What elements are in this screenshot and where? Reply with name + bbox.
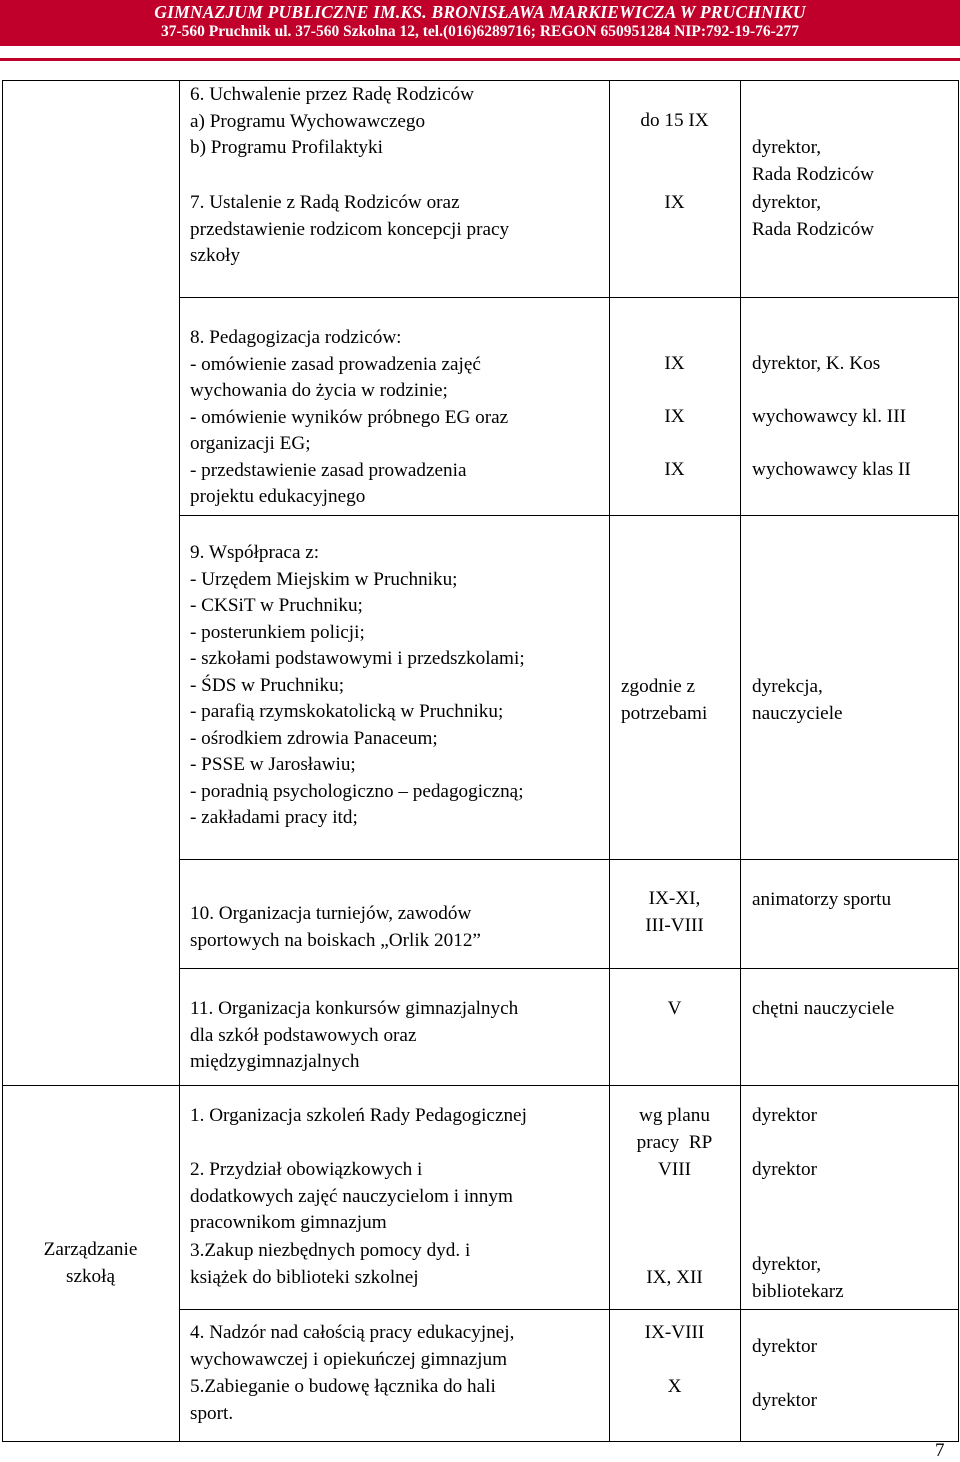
table-border-top bbox=[2, 80, 958, 81]
responsible-text: dyrektor, bbox=[752, 192, 822, 213]
task-text: 1. Organizacja szkoleń Rady Pedagogicznej bbox=[190, 1105, 527, 1126]
term-text: IX bbox=[664, 353, 685, 374]
column-divider-area bbox=[179, 1085, 180, 1442]
term-text: zgodnie z bbox=[621, 676, 696, 697]
task-text: sportowych na boiskach „Orlik 2012” bbox=[190, 929, 481, 951]
task-text: - Urzędem Miejskim w Pruchniku; bbox=[190, 568, 458, 590]
school-header bbox=[0, 0, 960, 46]
task-text: b) Programu Profilaktyki bbox=[190, 137, 383, 158]
term-text: do 15 IX bbox=[640, 110, 709, 131]
task-text: - zakładami pracy itd; bbox=[190, 807, 358, 828]
task-text: organizacji EG; bbox=[190, 433, 311, 454]
task-text: międzygimnazjalnych bbox=[190, 1051, 360, 1072]
row-separator bbox=[179, 859, 958, 860]
term-text: potrzebami bbox=[621, 702, 708, 724]
task-text: - ośrodkiem zdrowia Panaceum; bbox=[190, 727, 438, 749]
row-separator bbox=[179, 297, 958, 298]
responsible-text: dyrektor, bbox=[752, 1254, 822, 1275]
term-text: pracy RP bbox=[636, 1131, 713, 1153]
task-text: - PSSE w Jarosławiu; bbox=[190, 754, 356, 775]
term-text: VIII bbox=[657, 1159, 692, 1180]
responsible-text: chętni nauczyciele bbox=[752, 998, 895, 1019]
task-text: - omówienie wyników próbnego EG oraz bbox=[190, 406, 509, 428]
term-text: IX-VIII bbox=[644, 1322, 705, 1343]
column-divider-resp bbox=[740, 80, 741, 1085]
responsible-text: dyrektor bbox=[752, 1390, 818, 1411]
term-text: IX, XII bbox=[646, 1267, 703, 1288]
table-border-right bbox=[958, 1085, 959, 1442]
term-text: V bbox=[667, 998, 682, 1019]
responsible-text: bibliotekarz bbox=[752, 1280, 844, 1302]
task-text: - CKSiT w Pruchniku; bbox=[190, 595, 363, 616]
term-text: X bbox=[667, 1376, 682, 1397]
table-border-bottom bbox=[2, 1441, 958, 1442]
task-text: 7. Ustalenie z Radą Rodziców oraz bbox=[190, 192, 460, 213]
task-text: 4. Nadzór nad całością pracy edukacyjnej, bbox=[190, 1322, 515, 1343]
task-text: 2. Przydział obowiązkowych i bbox=[190, 1159, 423, 1180]
row-separator bbox=[179, 1309, 958, 1310]
task-text: szkoły bbox=[190, 245, 241, 266]
task-text: 11. Organizacja konkursów gimnazjalnych bbox=[190, 998, 519, 1019]
task-text: wychowania do życia w rodzinie; bbox=[190, 380, 448, 401]
column-divider-resp bbox=[740, 1085, 741, 1442]
header-rule bbox=[0, 58, 960, 61]
task-text: 10. Organizacja turniejów, zawodów bbox=[190, 903, 472, 924]
task-text: - przedstawienie zasad prowadzenia bbox=[190, 459, 467, 481]
task-text: - parafią rzymskokatolicką w Pruchniku; bbox=[190, 701, 504, 722]
task-text: 8. Pedagogizacja rodziców: bbox=[190, 327, 402, 348]
task-text: wychowawczej i opiekuńczej gimnazjum bbox=[190, 1348, 508, 1370]
term-text: IX bbox=[664, 459, 685, 480]
area-label: Zarządzanie bbox=[43, 1239, 138, 1260]
table-border-right bbox=[958, 80, 959, 1085]
term-text: wg planu bbox=[639, 1105, 710, 1126]
term-text: IX-XI, bbox=[648, 888, 701, 909]
task-text: książek do biblioteki szkolnej bbox=[190, 1266, 419, 1288]
term-text: IX bbox=[664, 406, 685, 427]
responsible-text: dyrektor, bbox=[752, 137, 822, 158]
task-text: - poradnią psychologiczno – pedagogiczną; bbox=[190, 780, 524, 802]
section-separator bbox=[2, 1085, 958, 1086]
task-text: - ŚDS w Pruchniku; bbox=[190, 674, 345, 696]
task-text: dodatkowych zajęć nauczycielom i innym bbox=[190, 1185, 513, 1207]
row-separator bbox=[179, 968, 958, 969]
header-gap bbox=[0, 46, 960, 58]
table-border-left bbox=[2, 80, 3, 1085]
responsible-text: Rada Rodziców bbox=[752, 163, 875, 185]
responsible-text: dyrektor, K. Kos bbox=[752, 353, 881, 374]
task-text: a) Programu Wychowawczego bbox=[190, 110, 426, 132]
task-text: 3.Zakup niezbędnych pomocy dyd. i bbox=[190, 1240, 471, 1261]
responsible-text: dyrekcja, bbox=[752, 676, 823, 697]
task-text: - posterunkiem policji; bbox=[190, 621, 365, 643]
task-text: - szkołami podstawowymi i przedszkolami; bbox=[190, 648, 525, 669]
column-divider-area bbox=[179, 80, 180, 1085]
area-label: szkołą bbox=[65, 1265, 116, 1287]
task-text: 9. Współpraca z: bbox=[190, 542, 320, 563]
task-text: dla szkół podstawowych oraz bbox=[190, 1024, 417, 1046]
task-text: 6. Uchwalenie przez Radę Rodziców bbox=[190, 84, 474, 105]
page-number: 7 bbox=[935, 1440, 945, 1461]
task-text: projektu edukacyjnego bbox=[190, 486, 366, 507]
term-text: IX bbox=[664, 192, 685, 213]
responsible-text: Rada Rodziców bbox=[752, 218, 875, 240]
school-contact: 37-560 Pruchnik ul. 37-560 Szkolna 12, tel.(016)6289716; REGON 650951284 NIP:792-19-76-277 bbox=[160, 23, 800, 40]
responsible-text: dyrektor bbox=[752, 1105, 818, 1126]
task-text: przedstawienie rodzicom koncepcji pracy bbox=[190, 218, 510, 240]
task-text: sport. bbox=[190, 1402, 234, 1424]
task-text: - omówienie zasad prowadzenia zajęć bbox=[190, 353, 481, 375]
row-separator bbox=[179, 515, 958, 516]
responsible-text: wychowawcy klas II bbox=[752, 459, 911, 480]
responsible-text: wychowawcy kl. III bbox=[752, 406, 906, 427]
term-text: III-VIII bbox=[645, 914, 704, 936]
responsible-text: dyrektor bbox=[752, 1159, 818, 1180]
responsible-text: nauczyciele bbox=[752, 702, 843, 724]
responsible-text: dyrektor bbox=[752, 1336, 818, 1357]
school-name: GIMNAZJUM PUBLICZNE IM.KS. BRONISŁAWA MARKIEWICZA W PRUCHNIKU bbox=[154, 2, 806, 22]
task-text: 5.Zabieganie o budowę łącznika do hali bbox=[190, 1376, 496, 1397]
responsible-text: animatorzy sportu bbox=[752, 889, 892, 910]
task-text: pracownikom gimnazjum bbox=[190, 1212, 387, 1233]
